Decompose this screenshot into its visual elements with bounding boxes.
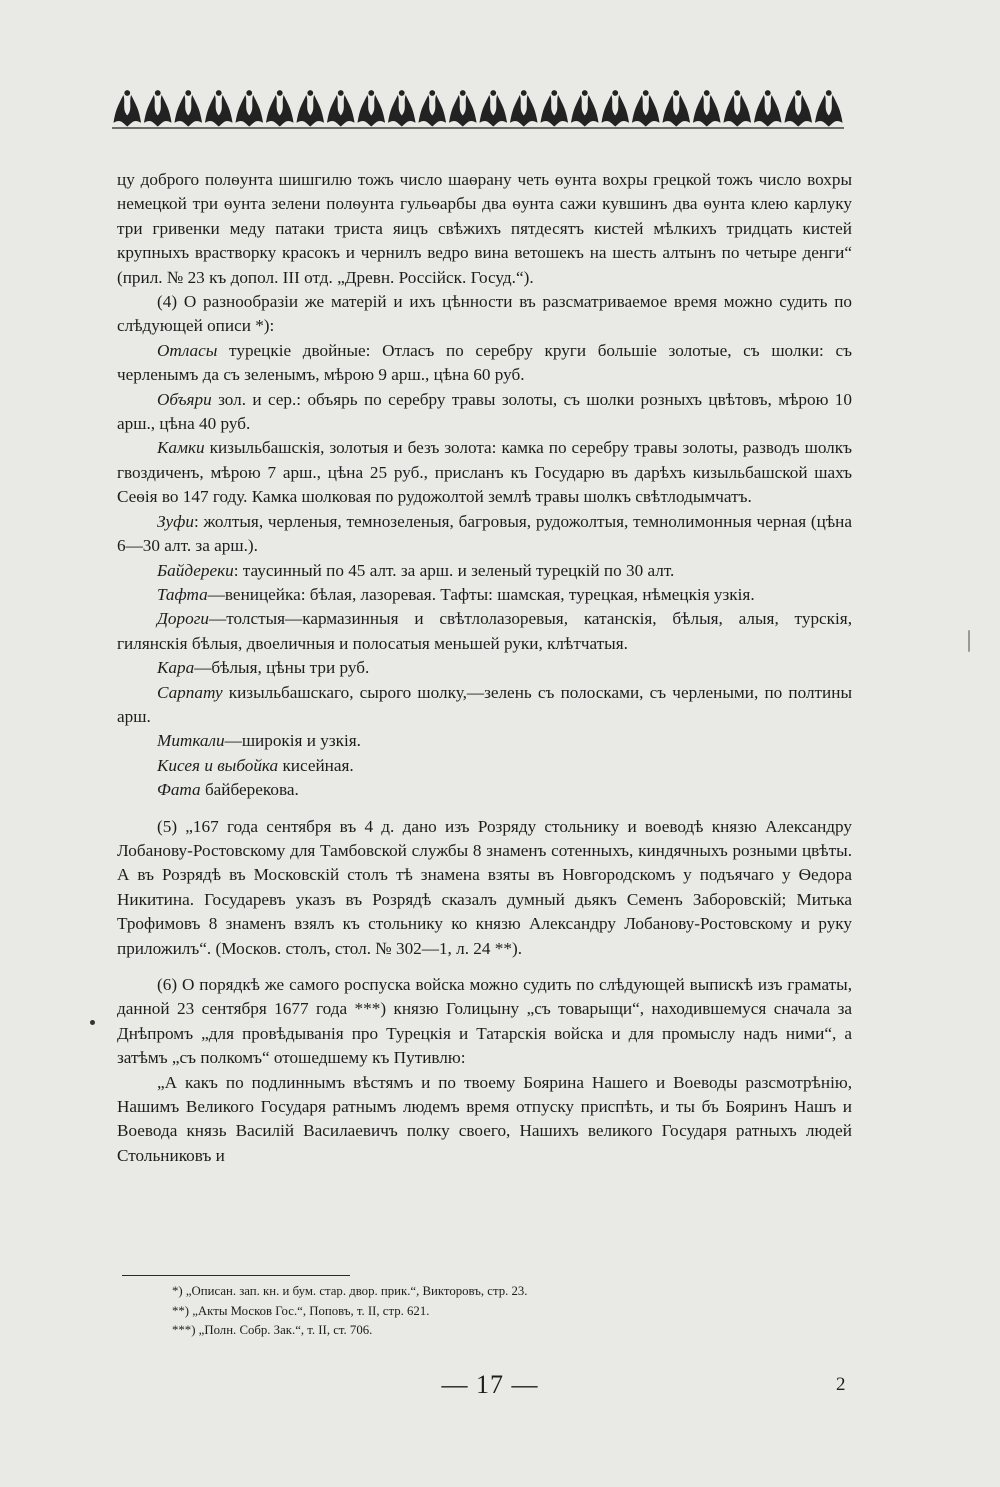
ornament-dot: [338, 91, 343, 96]
list-entry: [117, 729, 852, 753]
ornament-dot: [826, 91, 831, 96]
entry-text: байберекова.: [200, 780, 299, 800]
ornament-motif: [602, 96, 629, 126]
entry-text: зол. и сер.: объярь по серебру травы золоты, съ шолки розныхъ цвѣтовъ, мѣрою 10 арш., цѣна 40 руб.: [117, 389, 852, 434]
paragraph-6: (6) О порядкѣ же самого роспуска войска можно судить по слѣдующей выпискѣ изъ граматы, данной 23 сентября 1677 года ***) князю Голицыну „съ товарыщи“, находившемуся сначала за Днѣпромъ „для провѣдыванія про Турецкія и Татарскія войска и для промыслу надъ ними“, а затѣмъ „съ полкомъ“ отошедшему къ Путивлю:: [117, 975, 852, 1068]
entry-text: —бѣлыя, цѣны три руб.: [194, 658, 370, 678]
ink-speck: [90, 1020, 95, 1025]
list-entry: [117, 607, 852, 656]
ornament-dot: [613, 91, 618, 96]
entry-text: кизыльбашскія, золотыя и безъ золота: камка по серебру травы золоты, разводъ шолкъ гвоздиченъ, мѣрою 7 арш., цѣна 25 руб., присланъ къ Государю въ дарѣхъ кизыльбашской шахъ Сеѳія во 147 году. Камка шолковая по рудожолтой землѣ травы шолкъ свѣтлодымчатъ.: [117, 438, 852, 507]
ornament-dot: [155, 91, 160, 96]
ornament-dot: [796, 91, 801, 96]
entry-term: Объяри: [157, 389, 212, 409]
entry-text: : таусинный по 45 алт. за арш. и зеленый турецкій по 30 алт.: [233, 560, 675, 580]
list-entry: [117, 436, 852, 509]
footnote-3: ***) „Полн. Собр. Зак.“, т. II, ст. 706.: [172, 1323, 373, 1337]
entry-term: Фата: [157, 780, 201, 800]
list-entry: [117, 778, 852, 802]
entry-term: Тафта: [157, 584, 208, 604]
main-text: [117, 168, 852, 1168]
ornament-motif: [267, 96, 294, 126]
entry-text: —веницейка: бѣлая, лазоревая. Тафты: шамская, турецкая, нѣмецкія узкія.: [207, 584, 755, 604]
ornament-motif: [389, 96, 416, 126]
entry-text: кизыльбашскаго, сырого шолку,—зелень съ полосками, съ черлеными, по полтины арш.: [117, 682, 852, 726]
paragraph-6-quote: „А какъ по подлиннымъ вѣстямъ и по твоему Боярина Нашего и Воеводы разсмотрѣнію, Нашимъ Великого Государя ратнымъ людемъ время отпуску приспѣть, и ты бъ Бояринъ Нашъ и Воевода князь Василій Василаевичъ полку своего, Нашихъ великого Государя ратныхъ людей Стольниковъ и: [117, 1072, 852, 1165]
ornament-motif: [450, 96, 477, 126]
list-entry: [117, 388, 852, 437]
ornament-motif: [206, 96, 233, 126]
ornament-dot: [460, 91, 465, 96]
ornament-dot: [704, 91, 709, 96]
ornament-motif: [633, 96, 660, 126]
entry-term: Дороги: [157, 609, 210, 629]
ornament-dot: [277, 91, 282, 96]
ornament-motif: [724, 96, 751, 126]
entry-term: Кара: [157, 658, 195, 678]
ornament-dot: [308, 91, 313, 96]
entry-text: кисейная.: [278, 755, 354, 775]
ornament-dot: [216, 91, 221, 96]
ornament-motif: [755, 96, 782, 126]
ornament-motif: [663, 96, 690, 126]
ornament-dot: [521, 91, 526, 96]
entry-text: : жолтыя, черленыя, темнозеленыя, багровыя, рудожолтыя, темнолимонныя черная (цѣна 6—30 алт. за арш.).: [117, 511, 852, 556]
ornament-dot: [643, 91, 648, 96]
entry-text: —толстыя—кармазинныя и свѣтлолазоревыя, катанскія, бѣлыя, алыя, турскія, гилянскія бѣлыя, двоеличныя и полосатыя меньшей руки, клѣтчатыя.: [117, 609, 852, 653]
ornament-motif: [419, 96, 446, 126]
entry-term: Зуфи: [157, 511, 194, 531]
entry-term: Байдереки: [157, 560, 234, 580]
paragraph-continuation: цу доброго полѳунта шишгилю тожъ число шаѳрану четь ѳунта вохры грецкой тожъ число вохры немецкой три ѳунта зелени полѳунта гульѳарбы два ѳунта сажи кувшинъ два ѳунта клею карлуку три гривенки меду патаки триста яицъ свѣжихъ пятдесятъ кистей мѣлкихъ тридцать кистей крупныхъ врастворку красокъ и чернилъ ведро вина ветошекъ на шесть алтынъ по четыре денги“ (прил. № 23 къ допол. III отд. „Древн. Россійск. Госуд.“).: [117, 170, 852, 287]
entry-term: Отласы: [157, 340, 218, 360]
ornament-motif: [175, 96, 202, 126]
entry-term: Кисея и выбойка: [157, 755, 279, 775]
list-entry: [117, 754, 852, 778]
ornament-motif: [511, 96, 538, 126]
ornament-motif: [541, 96, 568, 126]
ornament-motif: [572, 96, 599, 126]
ornament-motif: [114, 96, 141, 126]
list-entry: [117, 559, 852, 583]
ornament-dot: [491, 91, 496, 96]
footnote-1: *) „Описан. зап. кн. и бум. стар. двор. прик.“, Викторовъ, стр. 23.: [172, 1284, 528, 1298]
ornament-motif: [816, 96, 843, 126]
decorative-header-border: [112, 88, 844, 130]
list-entry: [117, 681, 852, 730]
ornament-dot: [674, 91, 679, 96]
list-entry: [117, 339, 852, 388]
ornament-motif: [236, 96, 263, 126]
ornament-motif: [358, 96, 385, 126]
signature-mark: 2: [836, 1374, 846, 1395]
ornament-motif: [785, 96, 812, 126]
page-number: — 17 —: [441, 1370, 539, 1399]
ornament-dot: [369, 91, 374, 96]
list-entry: [117, 583, 852, 607]
ornament-motif: [297, 96, 324, 126]
ornament-dot: [247, 91, 252, 96]
ornament-dot: [765, 91, 770, 96]
paragraph-5: (5) „167 года сентября въ 4 д. дано изъ Розряду стольнику и воеводѣ князю Александру Лобанову-Ростовскому для Тамбовской службы 8 знаменъ сотенныхъ, киндячныхъ розными цвѣты. А въ Розрядѣ въ Московскій столъ тѣ знамена взяты въ Новгородскомъ у подъячаго у Ѳедора Никитина. Государевъ указъ въ Розрядѣ сказалъ думный дьякъ Семенъ Заборовскій; Митька Трофимовъ 8 знаменъ взялъ къ стольнику ко князю Александру Лобанову-Ростовскому и руку приложилъ“. (Москов. столъ, стол. № 302—1, л. 24 **).: [117, 816, 852, 958]
paragraph-4-intro: (4) О разнообразіи же матерій и ихъ цѣнности въ разсматриваемое время можно судить по слѣдующей описи *):: [117, 292, 852, 336]
ornament-motif: [694, 96, 721, 126]
entry-term: Камки: [157, 438, 205, 458]
list-entry: [117, 510, 852, 559]
ornament-motif: [145, 96, 172, 126]
footnotes: [172, 1282, 772, 1341]
ornament-dot: [125, 91, 130, 96]
footnote-divider: [122, 1275, 350, 1276]
ornament-motif: [480, 96, 507, 126]
ornament-dot: [735, 91, 740, 96]
ornament-dot: [430, 91, 435, 96]
entry-text: турецкіе двойные: Отласъ по серебру круги большіе золотые, съ шолки: съ черленымъ да съ зеленымъ, мѣрою 9 арш., цѣна 60 руб.: [117, 340, 852, 385]
entry-term: Сарпату: [157, 682, 223, 702]
ornament-dot: [186, 91, 191, 96]
ornament-motif: [328, 96, 355, 126]
entry-term: Миткали: [157, 731, 225, 751]
entry-text: —широкія и узкія.: [224, 731, 361, 751]
ink-speck: [968, 630, 970, 652]
ornament-dot: [552, 91, 557, 96]
ornament-dot: [399, 91, 404, 96]
ornament-dot: [582, 91, 587, 96]
list-entry: [117, 656, 852, 680]
footnote-2: **) „Акты Москов Гос.“, Поповъ, т. II, стр. 621.: [172, 1303, 430, 1318]
